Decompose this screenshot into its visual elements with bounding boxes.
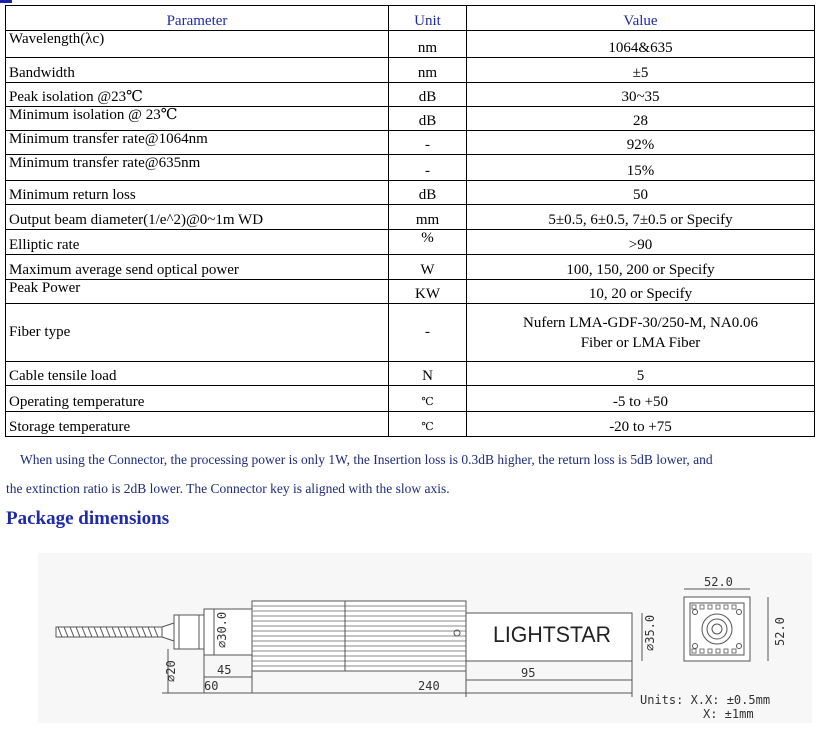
header-parameter: Parameter xyxy=(6,6,389,31)
package-drawing xyxy=(38,553,812,723)
table-row xyxy=(6,205,815,230)
row-value: 1064&635 xyxy=(467,31,815,58)
row-unit: ℃ xyxy=(389,386,467,412)
dim-45: 45 xyxy=(217,663,232,677)
row-parameter: Cable tensile load xyxy=(6,362,389,386)
row-parameter: Wavelength(λc) xyxy=(6,31,389,58)
row-parameter: Output beam diameter(1/e^2)@0~1m WD xyxy=(6,205,389,230)
dim-240: 240 xyxy=(418,679,440,693)
table-row xyxy=(6,255,815,280)
dim-95: 95 xyxy=(521,666,536,680)
table-row xyxy=(6,83,815,107)
row-unit: - xyxy=(389,131,467,155)
package-dimensions-title: Package dimensions xyxy=(6,508,170,529)
row-parameter: Bandwidth xyxy=(6,58,389,83)
table-row xyxy=(6,31,815,58)
row-value: 28 xyxy=(467,107,815,131)
dim-60: 60 xyxy=(204,679,219,693)
row-unit: nm xyxy=(389,31,467,58)
strain-relief xyxy=(162,623,174,641)
fiber-type-line-1: Nufern LMA-GDF-30/250-M, NA0.06 xyxy=(523,314,758,331)
table-row xyxy=(6,386,815,412)
row-value: 50 xyxy=(467,181,815,205)
row-unit: W xyxy=(389,255,467,280)
table-row xyxy=(6,155,815,181)
table-header-row xyxy=(6,6,815,31)
table-row xyxy=(6,131,815,155)
row-parameter: Fiber type xyxy=(6,304,389,362)
row-unit: % xyxy=(389,230,467,255)
header-unit: Unit xyxy=(389,6,467,31)
end-view xyxy=(684,589,768,661)
row-value: 15% xyxy=(467,155,815,181)
row-parameter: Peak Power xyxy=(6,280,389,304)
note-line-1: When using the Connector, the processing power is only 1W, the Insertion loss is 0.3dB higher, the return loss is 5dB lower, and xyxy=(20,452,713,467)
table-row xyxy=(6,107,815,131)
dim-phi20: ⌀20 xyxy=(164,660,178,682)
row-parameter: Storage temperature xyxy=(6,412,389,437)
row-unit: KW xyxy=(389,280,467,304)
table-row xyxy=(6,362,815,386)
row-value: 30~35 xyxy=(467,83,815,107)
row-value xyxy=(467,304,815,362)
row-unit: dB xyxy=(389,83,467,107)
header-value: Value xyxy=(467,6,815,31)
row-value: -20 to +75 xyxy=(467,412,815,437)
table-row xyxy=(6,412,815,437)
units-line-1: Units: X.X: ±0.5mm xyxy=(640,693,771,707)
brand-label: LIGHTSTAR xyxy=(493,622,611,647)
row-unit: - xyxy=(389,155,467,181)
table-row xyxy=(6,230,815,255)
row-unit: dB xyxy=(389,181,467,205)
row-value: 100, 150, 200 or Specify xyxy=(467,255,815,280)
row-value: ±5 xyxy=(467,58,815,83)
row-unit: dB xyxy=(389,107,467,131)
table-row xyxy=(6,280,815,304)
fiber-cable xyxy=(56,627,162,637)
row-parameter: Minimum transfer rate@635nm xyxy=(6,155,389,181)
spec-table xyxy=(5,5,815,437)
row-parameter: Minimum transfer rate@1064nm xyxy=(6,131,389,155)
row-unit: ℃ xyxy=(389,412,467,437)
table-row xyxy=(6,58,815,83)
note-line-2: the extinction ratio is 2dB lower. The Connector key is aligned with the slow axis. xyxy=(6,481,450,496)
row-parameter: Minimum isolation @ 23℃ xyxy=(6,107,389,131)
row-value: 5±0.5, 6±0.5, 7±0.5 or Specify xyxy=(467,205,815,230)
row-value: 10, 20 or Specify xyxy=(467,280,815,304)
table-row xyxy=(6,304,815,362)
fiber-type-line-2: Fiber or LMA Fiber xyxy=(580,334,701,351)
row-unit: N xyxy=(389,362,467,386)
row-parameter: Minimum return loss xyxy=(6,181,389,205)
row-value: >90 xyxy=(467,230,815,255)
row-value: -5 to +50 xyxy=(467,386,815,412)
units-line-2: X: ±1mm xyxy=(703,707,754,721)
row-unit: - xyxy=(389,304,467,362)
row-value: 5 xyxy=(467,362,815,386)
row-parameter: Peak isolation @23℃ xyxy=(6,83,389,107)
dim-top-52: 52.0 xyxy=(704,575,733,589)
dim-side-52: 52.0 xyxy=(773,617,787,646)
row-parameter: Elliptic rate xyxy=(6,230,389,255)
table-row xyxy=(6,181,815,205)
row-parameter: Operating temperature xyxy=(6,386,389,412)
row-unit: nm xyxy=(389,58,467,83)
row-parameter: Maximum average send optical power xyxy=(6,255,389,280)
header-accent-bar xyxy=(0,0,12,3)
dim-phi30: ⌀30.0 xyxy=(215,611,229,648)
dim-phi35: ⌀35.0 xyxy=(643,614,657,651)
row-value: 92% xyxy=(467,131,815,155)
row-unit: mm xyxy=(389,205,467,230)
